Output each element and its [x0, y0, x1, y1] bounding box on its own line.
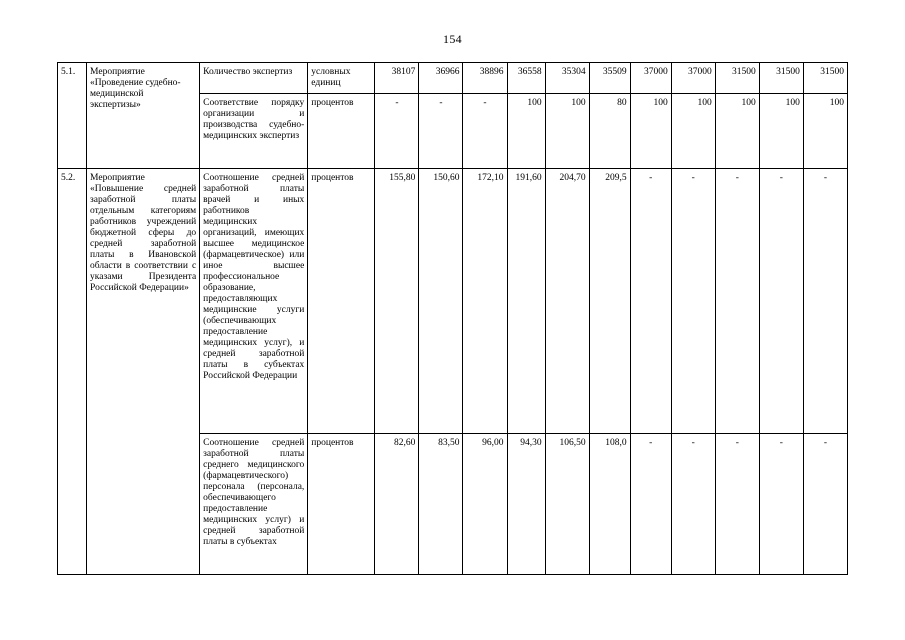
table-row	[58, 63, 848, 94]
value-cell: 80	[589, 94, 630, 169]
indicators-table	[57, 62, 848, 575]
table-row	[58, 169, 848, 434]
row-number-cell: 5.2.	[58, 169, 87, 575]
value-cell: 96,00	[463, 434, 507, 575]
value-cell: 37000	[630, 63, 671, 94]
value-cell: -	[671, 434, 715, 575]
value-cell: 35304	[545, 63, 589, 94]
indicator-name-cell: Соотношение средней заработной платы среднего медицинского (фармацевтического) персонала (персонала, обеспечивающего предоставление медицинских услуг) и средней заработной платы в субъектах	[200, 434, 308, 575]
value-cell: -	[375, 94, 419, 169]
value-cell: 31500	[759, 63, 803, 94]
value-cell: 94,30	[507, 434, 545, 575]
value-cell: 37000	[671, 63, 715, 94]
unit-cell: процентов	[308, 434, 375, 575]
value-cell: 36558	[507, 63, 545, 94]
value-cell: -	[419, 94, 463, 169]
value-cell: 100	[671, 94, 715, 169]
unit-cell: условных единиц	[308, 63, 375, 94]
value-cell: 106,50	[545, 434, 589, 575]
value-cell: -	[463, 94, 507, 169]
event-cell: Мероприятие «Повышение средней заработной платы отдельным категориям работников учреждений бюджетной сферы до средней заработной платы в Ивановской области в соответствии с указами Президента Российской Федерации»	[87, 169, 200, 575]
value-cell: -	[803, 169, 847, 434]
value-cell: 100	[759, 94, 803, 169]
page-number: 154	[443, 32, 462, 46]
value-cell: -	[715, 169, 759, 434]
row-number-cell: 5.1.	[58, 63, 87, 169]
value-cell: 36966	[419, 63, 463, 94]
event-cell: Мероприятие «Проведение судебно-медицинской экспертизы»	[87, 63, 200, 169]
unit-cell: процентов	[308, 169, 375, 434]
value-cell: 31500	[715, 63, 759, 94]
value-cell: -	[759, 169, 803, 434]
value-cell: 108,0	[589, 434, 630, 575]
value-cell: 100	[630, 94, 671, 169]
value-cell: 100	[715, 94, 759, 169]
indicator-name-cell: Соотношение средней заработной платы врачей и иных работников медицинских организаций, имеющих высшее медицинское (фармацевтическое) или иное высшее профессиональное образование, предоставляющих медицинские услуги (обеспечивающих предоставление медицинских услуг), и средней заработной платы в субъектах Российской Федерации	[200, 169, 308, 434]
indicator-name-cell: Количество экспертиз	[200, 63, 308, 94]
value-cell: -	[630, 169, 671, 434]
value-cell: -	[715, 434, 759, 575]
value-cell: -	[803, 434, 847, 575]
value-cell: 83,50	[419, 434, 463, 575]
value-cell: 100	[545, 94, 589, 169]
value-cell: -	[630, 434, 671, 575]
value-cell: 191,60	[507, 169, 545, 434]
value-cell: 209,5	[589, 169, 630, 434]
value-cell: 100	[803, 94, 847, 169]
value-cell: 150,60	[419, 169, 463, 434]
value-cell: 204,70	[545, 169, 589, 434]
value-cell: 31500	[803, 63, 847, 94]
value-cell: 35509	[589, 63, 630, 94]
value-cell: 100	[507, 94, 545, 169]
indicator-name-cell: Соответствие порядку организации и производства судебно-медицинских экспертиз	[200, 94, 308, 169]
unit-cell: процентов	[308, 94, 375, 169]
value-cell: 155,80	[375, 169, 419, 434]
value-cell: -	[671, 169, 715, 434]
value-cell: 172,10	[463, 169, 507, 434]
value-cell: 38107	[375, 63, 419, 94]
value-cell: 38896	[463, 63, 507, 94]
value-cell: -	[759, 434, 803, 575]
value-cell: 82,60	[375, 434, 419, 575]
